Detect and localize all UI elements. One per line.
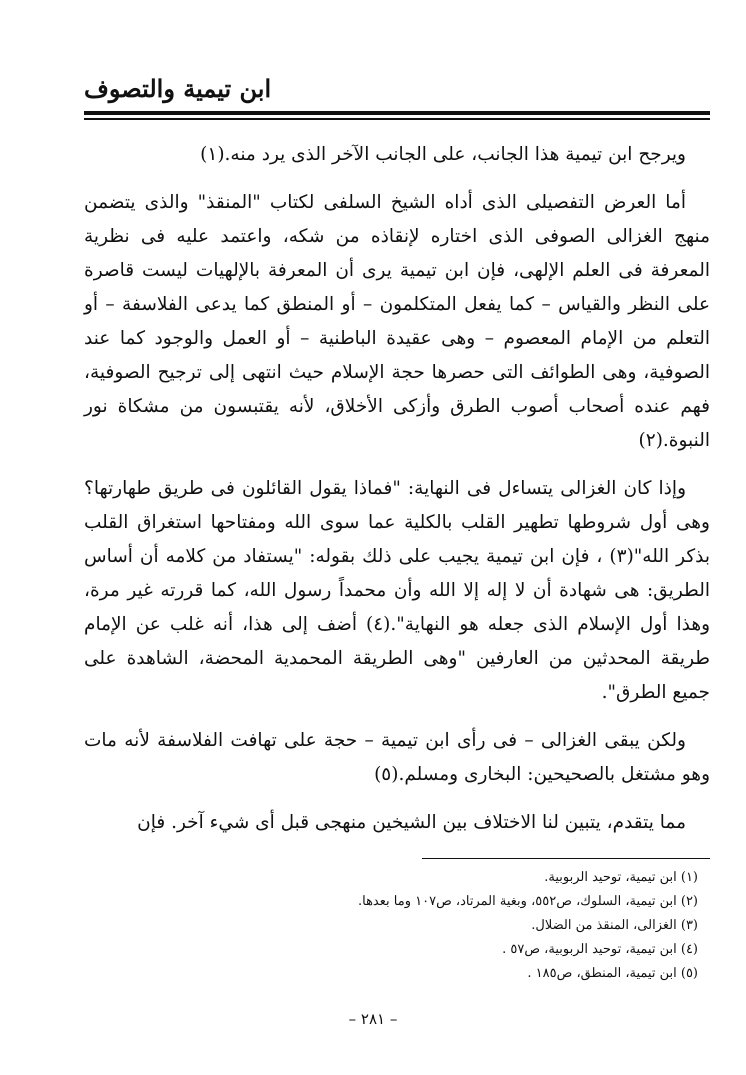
- paragraph-4: ولكن يبقى الغزالى – فى رأى ابن تيمية – حجة على تهافت الفلاسفة لأنه مات وهو مشتغل بالصحيحين: البخارى ومسلم.(٥): [84, 730, 710, 785]
- footnote-2: (٢) ابن تيمية، السلوك، ص٥٥٢، وبغية المرتاد، ص١٠٧ وما بعدها.: [357, 894, 698, 909]
- footnote-5: (٥) ابن تيمية، المنطق، ص١٨٥ .: [527, 966, 698, 981]
- footnotes: [84, 866, 698, 986]
- footnote-separator: [422, 858, 710, 859]
- paragraph-2: أما العرض التفصيلى الذى أداه الشيخ السلفى لكتاب "المنقذ" والذى يتضمن منهج الغزالى الصوفى الذى اختاره لإنقاذه من شكه، واعتمد عليه فى نظرية المعرفة فى العلم الإلهى، فإن ابن تيمية يرى أن المعرفة بالإلهيات ليست قاصرة على النظر والقياس – كما يفعل المتكلمون – أو المنطق كما يدعى الفلاسفة – أو التعلم من الإمام المعصوم – وهى عقيدة الباطنية – أو العمل والوجود كما عند الصوفية، وهى الطوائف التى حصرها حجة الإسلام حيث انتهى إلى ترجيح الصوفية، فهم عنده أصحاب أصوب الطرق وأزكى الأخلاق، لأنه يقتبسون من مشكاة نور النبوة.(٢): [84, 192, 710, 451]
- footnote-4: (٤) ابن تيمية، توحيد الربوبية، ص٥٧ .: [502, 942, 698, 957]
- page-number: – ٢٨١ –: [348, 1010, 398, 1028]
- main-text: [84, 138, 710, 854]
- footnote-1: (١) ابن تيمية، توحيد الربوبية.: [544, 870, 698, 885]
- paragraph-3: وإذا كان الغزالى يتساءل فى النهاية: "فماذا يقول القائلون فى طريق طهارتها؟ وهى أول شروطها تطهير القلب بالكلية عما سوى الله ومفتاحها استغراق القلب بذكر الله"(٣) ، فإن ابن تيمية يجيب على ذلك بقوله: "يستفاد من كلامه أن أساس الطريق: هى شهادة أن لا إله إلا الله وأن محمداً رسول الله، كما قررته غير مرة، وهذا أول الإسلام الذى جعله هو النهاية".(٤) أضف إلى هذا، أنه غلب عن الإمام طريقة المحدثين من العارفين "وهى الطريقة المحمدية المحضة، الشاهدة على جميع الطرق".: [84, 478, 711, 703]
- paragraph-5: مما يتقدم، يتبين لنا الاختلاف بين الشيخين منهجى قبل أى شيء آخر. فإن: [137, 812, 686, 833]
- paragraph-1: ويرجح ابن تيمية هذا الجانب، على الجانب الآخر الذى يرد منه.(١): [200, 144, 686, 165]
- header-rule-thin: [84, 118, 710, 120]
- running-header-title: ابن تيمية والتصوف: [84, 74, 272, 103]
- header-rule-thick: [84, 111, 710, 115]
- footnote-3: (٣) الغزالى، المنقذ من الضلال.: [531, 918, 698, 933]
